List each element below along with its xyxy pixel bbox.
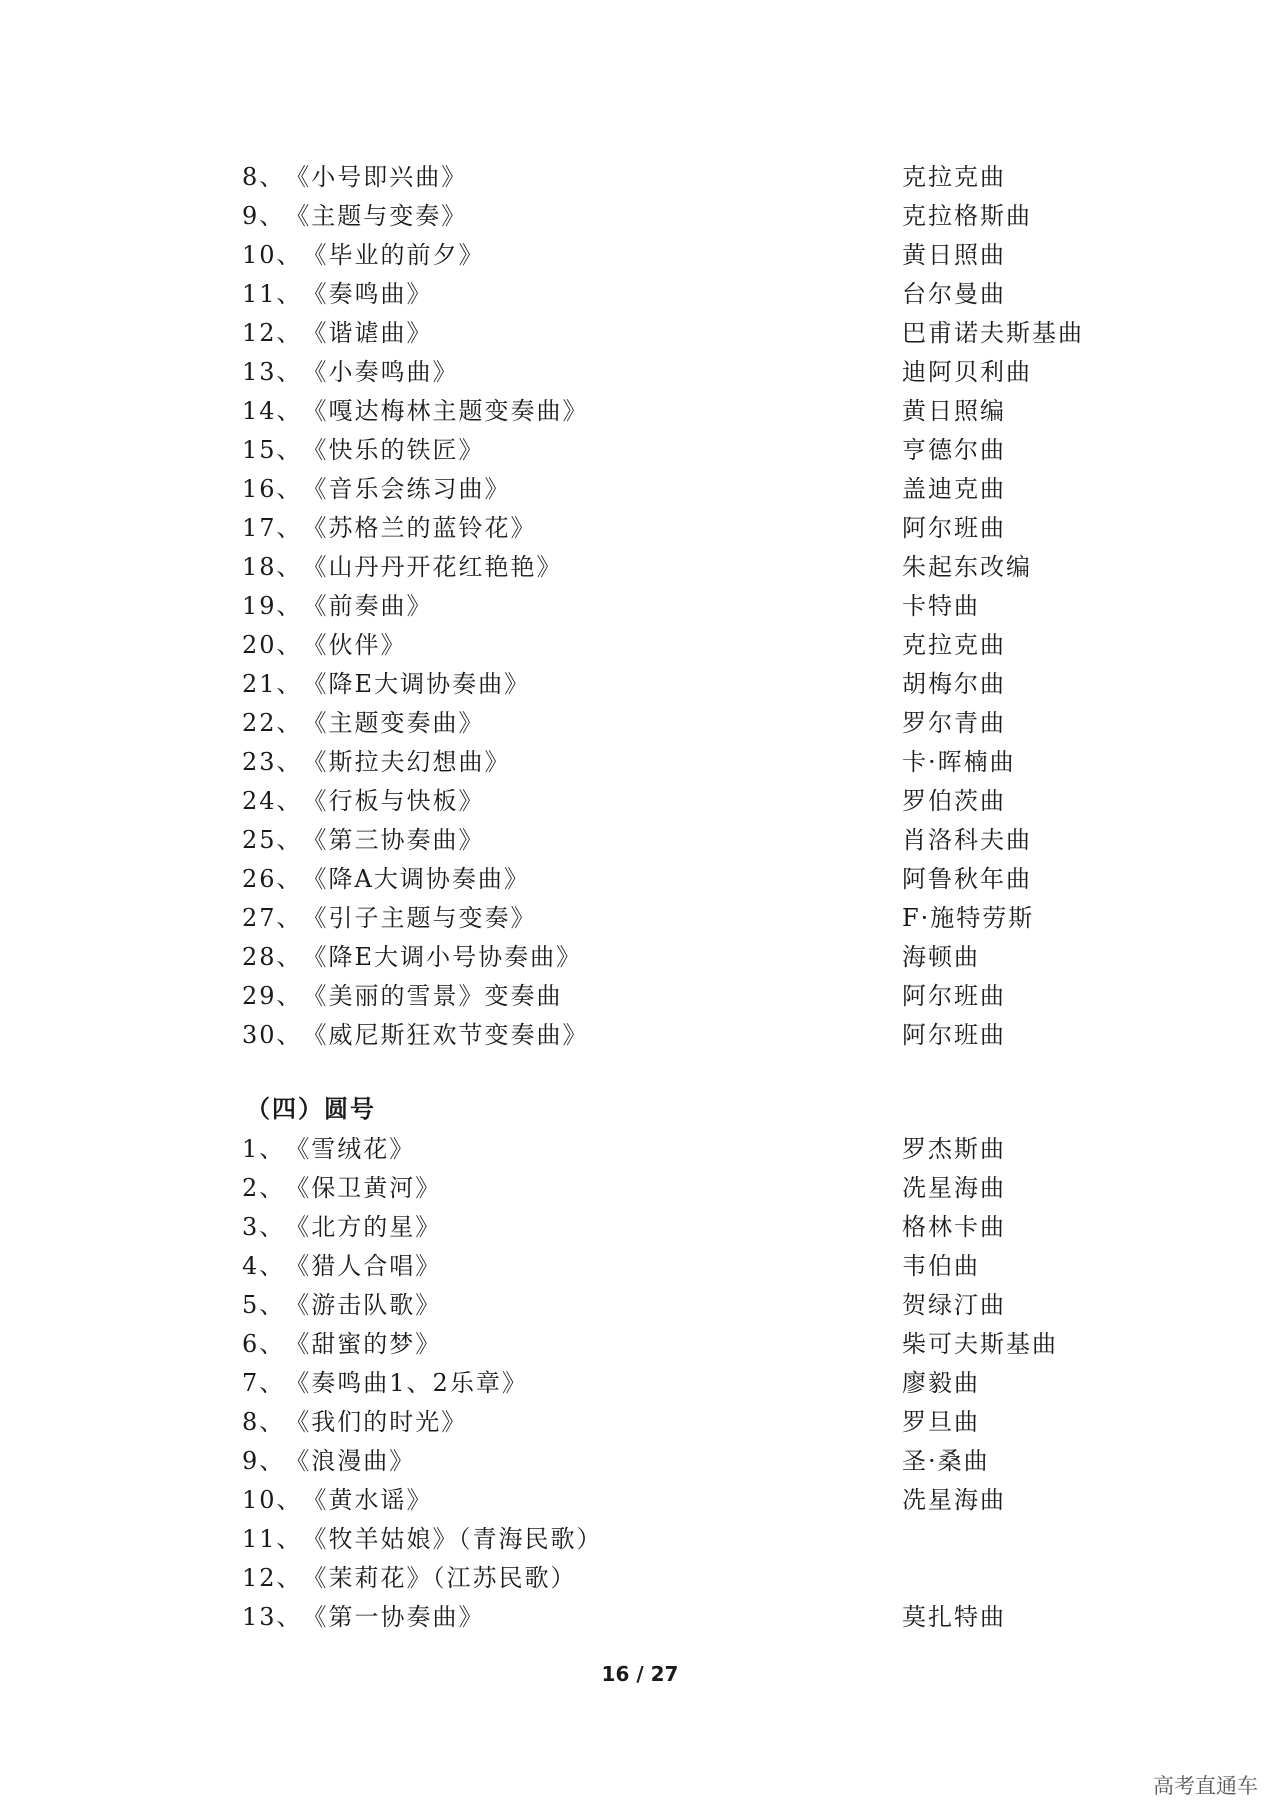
list-item: [242, 314, 1142, 353]
list-item: [242, 665, 1142, 704]
composer-name: 巴甫诺夫斯基曲: [902, 319, 1084, 347]
list-item: [242, 938, 1142, 977]
list-item: [242, 1403, 1142, 1442]
composer-name: 克拉格斯曲: [902, 202, 1032, 230]
piece-title: 《保卫黄河》: [285, 1174, 442, 1202]
list-item: [242, 1520, 1142, 1559]
piece-title: 《甜蜜的梦》: [285, 1330, 442, 1358]
composer-name: 冼星海曲: [902, 1486, 1006, 1514]
piece-list-horn: [242, 1130, 1142, 1637]
piece-title: 《嘎达梅林主题变奏曲》: [302, 397, 589, 425]
composer-name: 韦伯曲: [902, 1252, 980, 1280]
item-number: 16、: [242, 475, 303, 503]
list-item: [242, 548, 1142, 587]
composer-name: 阿尔班曲: [902, 1021, 1006, 1049]
piece-title: 《降E大调协奏曲》: [302, 670, 531, 698]
list-item: [242, 1598, 1142, 1637]
piece-title: 《雪绒花》: [285, 1135, 416, 1163]
composer-name: 罗杰斯曲: [902, 1135, 1006, 1163]
list-item: [242, 1325, 1142, 1364]
list-item: [242, 158, 1142, 197]
list-item: [242, 626, 1142, 665]
list-item: [242, 236, 1142, 275]
piece-title: 《我们的时光》: [285, 1408, 468, 1436]
item-number: 19、: [242, 592, 303, 620]
piece-title: 《黄水谣》: [302, 1486, 433, 1514]
list-item: [242, 1286, 1142, 1325]
list-item: [242, 1130, 1142, 1169]
composer-name: 贺绿汀曲: [902, 1291, 1006, 1319]
list-item: [242, 1442, 1142, 1481]
composer-name: 克拉克曲: [902, 631, 1006, 659]
composer-name: 罗旦曲: [902, 1408, 980, 1436]
piece-title: 《第一协奏曲》: [302, 1603, 485, 1631]
composer-name: 冼星海曲: [902, 1174, 1006, 1202]
list-item: [242, 509, 1142, 548]
list-item: [242, 431, 1142, 470]
item-number: 28、: [242, 943, 303, 971]
piece-title: 《威尼斯狂欢节变奏曲》: [302, 1021, 589, 1049]
piece-title: 《奏鸣曲1、2乐章》: [285, 1369, 528, 1397]
composer-name: 盖迪克曲: [902, 475, 1006, 503]
list-item: [242, 1559, 1142, 1598]
item-number: 1、: [242, 1135, 286, 1163]
piece-title: 《音乐会练习曲》: [302, 475, 511, 503]
composer-name: 肖洛科夫曲: [902, 826, 1032, 854]
piece-title: 《行板与快板》: [302, 787, 485, 815]
composer-name: 黄日照曲: [902, 241, 1006, 269]
composer-name: F·施特劳斯: [902, 904, 1035, 932]
piece-title: 《谐谑曲》: [302, 319, 433, 347]
item-number: 11、: [242, 1525, 303, 1553]
item-number: 9、: [242, 1447, 286, 1475]
list-item: [242, 1247, 1142, 1286]
list-item: [242, 1169, 1142, 1208]
item-number: 18、: [242, 553, 303, 581]
item-number: 25、: [242, 826, 303, 854]
piece-title: 《奏鸣曲》: [302, 280, 433, 308]
piece-title: 《牧羊姑娘》（青海民歌）: [302, 1525, 603, 1553]
piece-title: 《降A大调协奏曲》: [302, 865, 530, 893]
item-number: 9、: [242, 202, 286, 230]
composer-name: 廖毅曲: [902, 1369, 980, 1397]
composer-name: 朱起东改编: [902, 553, 1032, 581]
item-number: 15、: [242, 436, 303, 464]
piece-title: 《毕业的前夕》: [302, 241, 485, 269]
composer-name: 台尔曼曲: [902, 280, 1006, 308]
composer-name: 卡·晖楠曲: [902, 748, 1016, 776]
piece-title: 《第三协奏曲》: [302, 826, 485, 854]
composer-name: 莫扎特曲: [902, 1603, 1006, 1631]
list-item: [242, 977, 1142, 1016]
item-number: 30、: [242, 1021, 303, 1049]
list-item: [242, 821, 1142, 860]
list-item: [242, 1364, 1142, 1403]
item-number: 8、: [242, 163, 286, 191]
item-number: 17、: [242, 514, 303, 542]
item-number: 10、: [242, 1486, 303, 1514]
list-item: [242, 860, 1142, 899]
item-number: 23、: [242, 748, 303, 776]
list-item: [242, 782, 1142, 821]
item-number: 2、: [242, 1174, 286, 1202]
item-number: 12、: [242, 1564, 303, 1592]
item-number: 11、: [242, 280, 303, 308]
list-item: [242, 197, 1142, 236]
list-item: [242, 392, 1142, 431]
item-number: 24、: [242, 787, 303, 815]
piece-title: 《斯拉夫幻想曲》: [302, 748, 511, 776]
piece-list-trumpet: [242, 158, 1142, 1055]
item-number: 3、: [242, 1213, 286, 1241]
composer-name: 亨德尔曲: [902, 436, 1006, 464]
composer-name: 胡梅尔曲: [902, 670, 1006, 698]
item-number: 21、: [242, 670, 303, 698]
item-number: 13、: [242, 1603, 303, 1631]
list-item: [242, 275, 1142, 314]
composer-name: 海顿曲: [902, 943, 980, 971]
watermark-text: 高考直通车: [1153, 1774, 1258, 1798]
composer-name: 卡特曲: [902, 592, 980, 620]
piece-title: 《山丹丹开花红艳艳》: [302, 553, 563, 581]
piece-title: 《主题变奏曲》: [302, 709, 485, 737]
item-number: 6、: [242, 1330, 286, 1358]
item-number: 20、: [242, 631, 303, 659]
composer-name: 罗尔青曲: [902, 709, 1006, 737]
composer-name: 迪阿贝利曲: [902, 358, 1032, 386]
composer-name: 圣·桑曲: [902, 1447, 990, 1475]
list-item: [242, 587, 1142, 626]
composer-name: 柴可夫斯基曲: [902, 1330, 1058, 1358]
piece-title: 《北方的星》: [285, 1213, 442, 1241]
item-number: 4、: [242, 1252, 286, 1280]
piece-title: 《游击队歌》: [285, 1291, 442, 1319]
item-number: 10、: [242, 241, 303, 269]
list-item: [242, 743, 1142, 782]
item-number: 12、: [242, 319, 303, 347]
piece-title: 《浪漫曲》: [285, 1447, 416, 1475]
piece-title: 《主题与变奏》: [285, 202, 468, 230]
piece-title: 《猎人合唱》: [285, 1252, 442, 1280]
composer-name: 克拉克曲: [902, 163, 1006, 191]
piece-title: 《快乐的铁匠》: [302, 436, 485, 464]
piece-title: 《小号即兴曲》: [285, 163, 468, 191]
piece-title: 《小奏鸣曲》: [302, 358, 459, 386]
item-number: 27、: [242, 904, 303, 932]
list-item: [242, 353, 1142, 392]
piece-title: 《伙伴》: [302, 631, 407, 659]
composer-name: 阿鲁秋年曲: [902, 865, 1032, 893]
item-number: 14、: [242, 397, 303, 425]
item-number: 7、: [242, 1369, 286, 1397]
list-item: [242, 1016, 1142, 1055]
item-number: 26、: [242, 865, 303, 893]
item-number: 13、: [242, 358, 303, 386]
section-heading-horn: （四）圆号: [246, 1095, 376, 1123]
piece-title: 《降E大调小号协奏曲》: [302, 943, 583, 971]
list-item: [242, 1481, 1142, 1520]
item-number: 29、: [242, 982, 303, 1010]
composer-name: 罗伯茨曲: [902, 787, 1006, 815]
item-number: 5、: [242, 1291, 286, 1319]
list-item: [242, 1208, 1142, 1247]
piece-title: 《美丽的雪景》变奏曲: [302, 982, 563, 1010]
list-item: [242, 470, 1142, 509]
item-number: 22、: [242, 709, 303, 737]
piece-title: 《茉莉花》（江苏民歌）: [302, 1564, 577, 1592]
piece-title: 《引子主题与变奏》: [302, 904, 537, 932]
composer-name: 黄日照编: [902, 397, 1006, 425]
composer-name: 阿尔班曲: [902, 982, 1006, 1010]
piece-title: 《苏格兰的蓝铃花》: [302, 514, 537, 542]
list-item: [242, 704, 1142, 743]
page-number: 16 / 27: [601, 1662, 679, 1686]
composer-name: 格林卡曲: [902, 1213, 1006, 1241]
piece-title: 《前奏曲》: [302, 592, 433, 620]
list-item: [242, 899, 1142, 938]
item-number: 8、: [242, 1408, 286, 1436]
composer-name: 阿尔班曲: [902, 514, 1006, 542]
